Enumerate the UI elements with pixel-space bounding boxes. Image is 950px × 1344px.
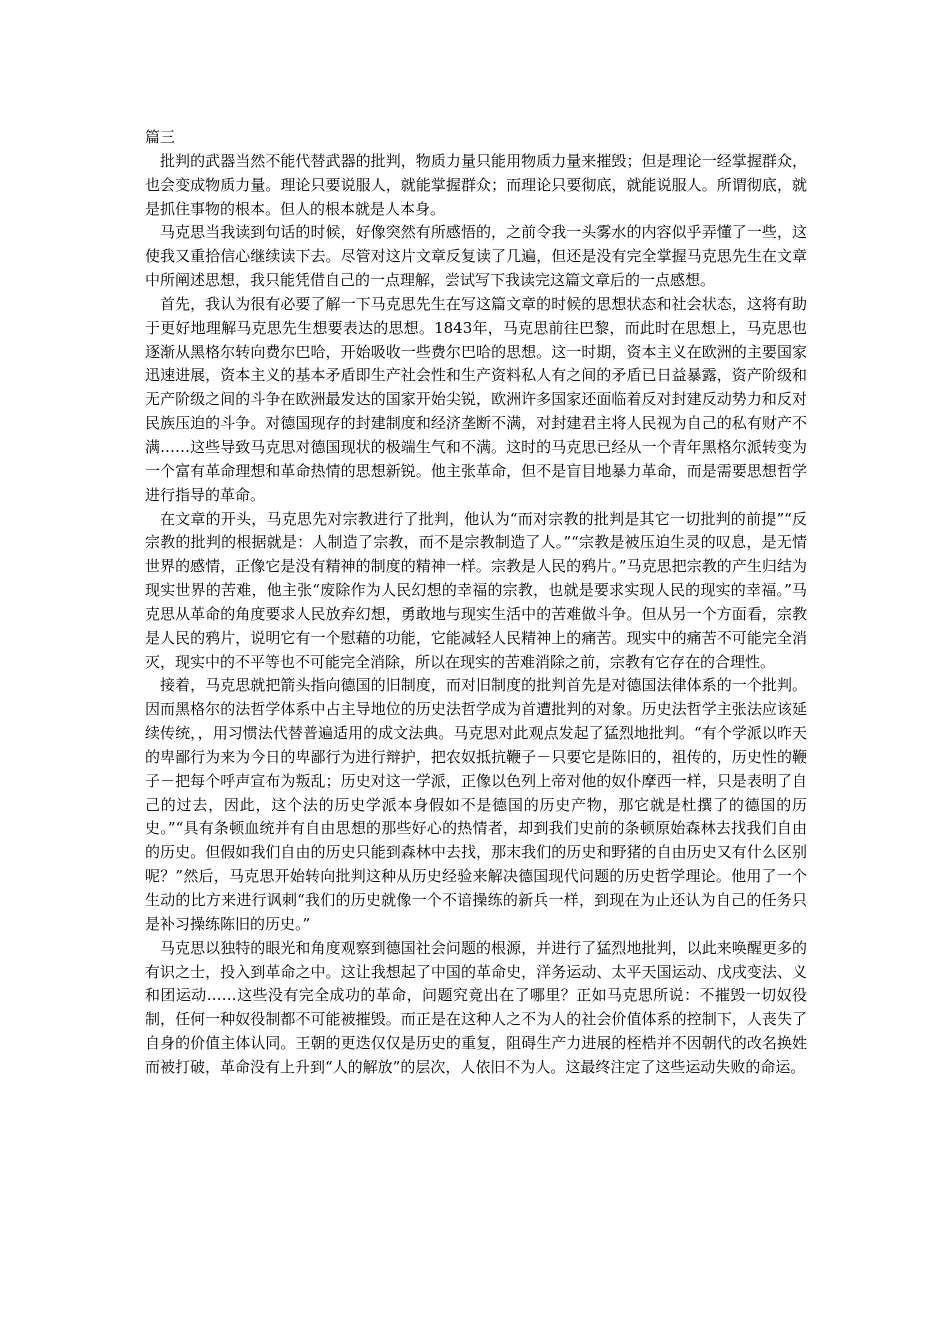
paragraph-5: 接着，马克思就把箭头指向德国的旧制度，而对旧制度的批判首先是对德国法律体系的一个批判。因而黑格尔的法哲学体系中占主导地位的历史法哲学成为首遭批判的对象。历史法哲学主张法应该延续传统，，用习惯法代替普遍适用的成文法典。马克思对此观点发起了猛烈地批判。“有个学派以昨天的卑鄙行为来为今日的卑鄙行为进行辩护，把农奴抵抗鞭子－只要它是陈旧的，祖传的，历史性的鞭子－把每个呼声宣布为叛乱；历史对这一学派，正像以色列上帝对他的奴仆摩西一样，只是表明了自己的过去，因此，这个法的历史学派本身假如不是德国的历史产物，那它就是杜撰了的德国的历史。”“具有条顿血统并有自由思想的那些好心的热情者，却到我们史前的条顿原始森林去找我们自由的历史。但假如我们自由的历史只能到森林中去找，那末我们的历史和野猪的自由历史又有什么区别呢？”然后，马克思开始转向批判这种从历史经验来解决德国现代问题的历史哲学理论。他用了一个生动的比方来进行讽刺“我们的历史就像一个不谙操练的新兵一样，到现在为止还认为自己的任务只是补习操练陈旧的历史。” (145, 676, 807, 933)
paragraph-2: 马克思当我读到句话的时候，好像突然有所感悟的，之前令我一头雾水的内容似乎弄懂了一些，这使我又重拾信心继续读下去。尽管对这片文章反复读了几遍，但还是没有完全掌握马克思先生在文章中所阐述思想，我只能凭借自己的一点理解，尝试写下我读完这篇文章后的一点感想。 (145, 223, 807, 290)
paragraph-3: 首先，我认为很有必要了解一下马克思先生在写这篇文章的时候的思想状态和社会状态，这将有助于更好地理解马克思先生想要表达的思想。1843年，马克思前往巴黎，而此时在思想上，马克思也逐渐从黑格尔转向费尔巴哈，开始吸收一些费尔巴哈的思想。这一时期，资本主义在欧洲的主要国家迅速进展，资本主义的基本矛盾即生产社会性和生产资料私人有之间的矛盾已日益暴露，资产阶级和无产阶级之间的斗争在欧洲最发达的国家开始尖锐，欧洲许多国家还面临着反对封建反动势力和反对民族压迫的斗争。对德国现存的封建制度和经济垄断不满，对封建君主将人民视为自己的私有财产不满……这些导致马克思对德国现状的极端生气和不满。这时的马克思已经从一个青年黑格尔派转变为一个富有革命理想和革命热情的思想新锐。他主张革命，但不是盲目地暴力革命，而是需要思想哲学进行指导的革命。 (145, 294, 807, 504)
paragraph-4: 在文章的开头，马克思先对宗教进行了批判，他认为“而对宗教的批判是其它一切批判的前提”“反宗教的批判的根据就是：人制造了宗教，而不是宗教制造了人。”“宗教是被压迫生灵的叹息，是无情世界的感情，正像它是没有精神的制度的精神一样。宗教是人民的鸦片。”马克思把宗教的产生归结为现实世界的苦难，他主张“废除作为人民幻想的幸福的宗教，也就是要求实现人民的现实的幸福。”马克思从革命的角度要求人民放弃幻想，勇敢地与现实生活中的苦难做斗争。但从另一个方面看，宗教是人民的鸦片，说明它有一个慰藉的功能，它能减轻人民精神上的痛苦。现实中的痛苦不可能完全消灭，现实中的不平等也不可能完全消除，所以在现实的苦难消除之前，宗教有它存在的合理性。 (145, 509, 807, 671)
paragraph-1: 批判的武器当然不能代替武器的批判，物质力量只能用物质力量来摧毁；但是理论一经掌握群众，也会变成物质力量。理论只要说服人，就能掌握群众；而理论只要彻底，就能说服人。所谓彻底，就是抓住事物的根本。但人的根本就是人本身。 (145, 151, 807, 218)
paragraph-6: 马克思以独特的眼光和角度观察到德国社会问题的根源，并进行了猛烈地批判，以此来唤醒更多的有识之士，投入到革命之中。这让我想起了中国的革命史，洋务运动、太平天国运动、戊戌变法、义和团运动……这些没有完全成功的革命，问题究竟出在了哪里？正如马克思所说：不摧毁一切奴役制，任何一种奴役制都不可能被摧毁。而正是在这种人之不为人的社会价值体系的控制下，人丧失了自身的价值主体认同。王朝的更迭仅仅是历史的重复，阻碍生产力进展的桎梏并不因朝代的改名换姓而被打破，革命没有上升到“人的解放”的层次，人依旧不为人。这最终注定了这些运动失败的命运。 (145, 938, 807, 1076)
document-page (145, 126, 807, 1080)
section-heading: 篇三 (145, 128, 176, 146)
